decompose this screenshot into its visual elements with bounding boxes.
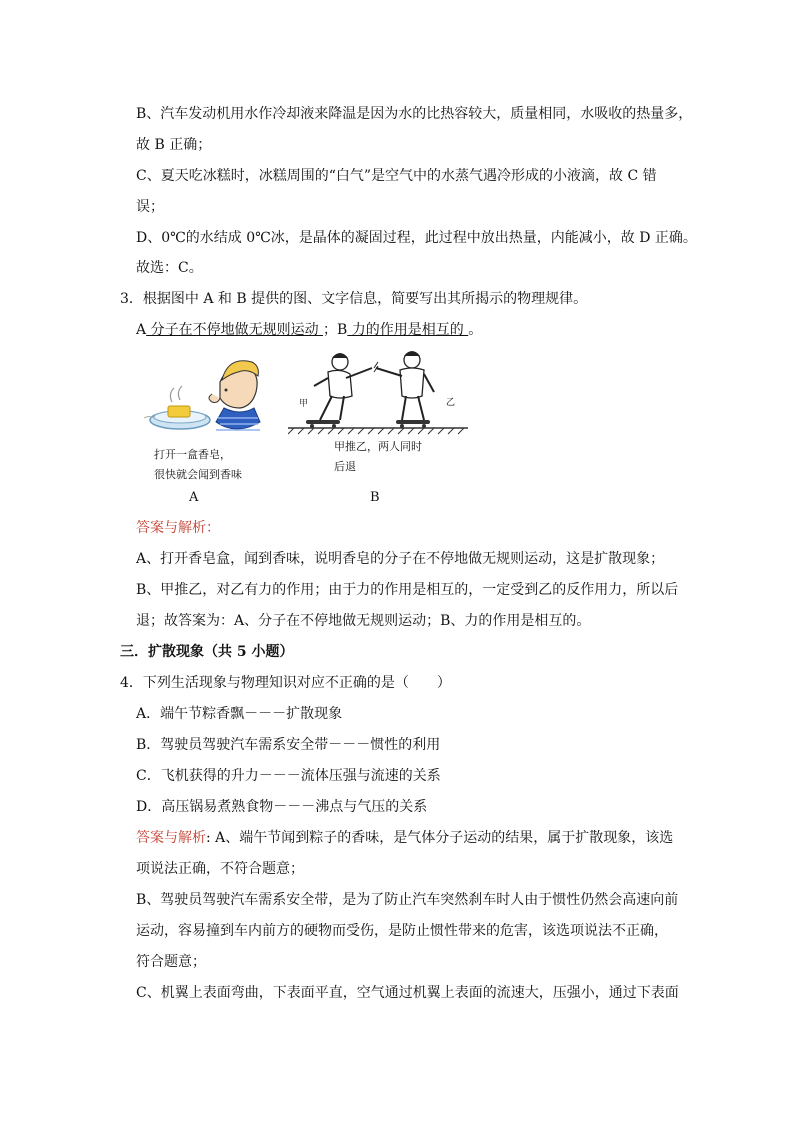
figure-b-caption-line-1: 甲推乙，两人同时 xyxy=(334,440,422,453)
question-3-answer-line xyxy=(136,320,482,340)
text-line: 项说法正确，不符合题意； xyxy=(136,861,304,877)
figure-b-caption-line-2: 后退 xyxy=(334,460,356,473)
text-line: 误； xyxy=(136,199,164,215)
text-line: C、机翼上表面弯曲，下表面平直，空气通过机翼上表面的流速大，压强小，通过下表面 xyxy=(136,985,679,1001)
text-line: 故 B 正确； xyxy=(136,137,212,153)
answer-end: 。 xyxy=(468,322,483,338)
question-3: 3．根据图中 A 和 B 提供的图、文字信息，简要写出其所揭示的物理规律。 xyxy=(120,291,588,307)
text-line: B、汽车发动机用水作冷却液来降温是因为水的比热容较大，质量相同，水吸收的热量多， xyxy=(136,106,693,122)
option-a: A．端午节粽香飘－－－扩散现象 xyxy=(136,706,343,722)
figure-a-caption-line-1: 打开一盒香皂， xyxy=(154,448,231,461)
person-yi-label: 乙 xyxy=(446,398,456,408)
figure-b-illustration xyxy=(288,348,468,438)
figure-a-caption-line-2: 很快就会闻到香味 xyxy=(154,468,242,481)
answer-separator: ；B xyxy=(323,322,348,338)
answer-line-4 xyxy=(136,828,673,848)
text-line: 符合题意； xyxy=(136,954,206,970)
text-span: : A、端午节闻到粽子的香味，是气体分子运动的结果，属于扩散现象，该选 xyxy=(206,830,674,846)
answer-analysis-label: 答案与解析 xyxy=(136,830,206,846)
option-b: B．驾驶员驾驶汽车需系安全带－－－惯性的利用 xyxy=(136,737,441,753)
answer-prefix-a: A xyxy=(136,322,147,338)
figure-a-illustration xyxy=(142,352,267,438)
text-line: B、驾驶员驾驶汽车需系安全带，是为了防止汽车突然刹车时人由于惯性仍然会高速向前 xyxy=(136,892,679,908)
answer-a-underlined: 分子在不停地做无规则运动 xyxy=(146,322,324,338)
figure-a-label: A xyxy=(189,490,199,505)
person-jia-label: 甲 xyxy=(299,399,309,409)
section-heading: 三．扩散现象（共 5 小题） xyxy=(120,644,294,660)
text-line: A、打开香皂盒，闻到香味，说明香皂的分子在不停地做无规则运动，这是扩散现象； xyxy=(136,551,665,567)
text-line: 退；故答案为：A、分子在不停地做无规则运动；B、力的作用是相互的。 xyxy=(136,613,591,629)
option-c: C．飞机获得的升力－－－流体压强与流速的关系 xyxy=(136,768,441,784)
text-line: C、夏天吃冰糕时，冰糕周围的“白气”是空气中的水蒸气遇冷形成的小液滴，故 C 错 xyxy=(136,168,657,184)
text-line: 故选：C。 xyxy=(136,260,203,276)
answer-b-underlined: 力的作用是相互的 xyxy=(347,322,469,338)
figure-b-label: B xyxy=(370,490,380,505)
option-d: D．高压锅易煮熟食物－－－沸点与气压的关系 xyxy=(136,799,428,815)
text-line: D、0℃的水结成 0℃冰，是晶体的凝固过程，此过程中放出热量，内能减小，故 D 正确。 xyxy=(136,230,697,246)
answer-analysis-label: 答案与解析： xyxy=(136,520,220,536)
text-line: B、甲推乙，对乙有力的作用；由于力的作用是相互的，一定受到乙的反作用力，所以后 xyxy=(136,582,679,598)
text-line: 运动，容易撞到车内前方的硬物而受伤，是防止惯性带来的危害，该选项说法不正确， xyxy=(136,923,668,939)
question-4: 4．下列生活现象与物理知识对应不正确的是（ ） xyxy=(120,675,451,691)
